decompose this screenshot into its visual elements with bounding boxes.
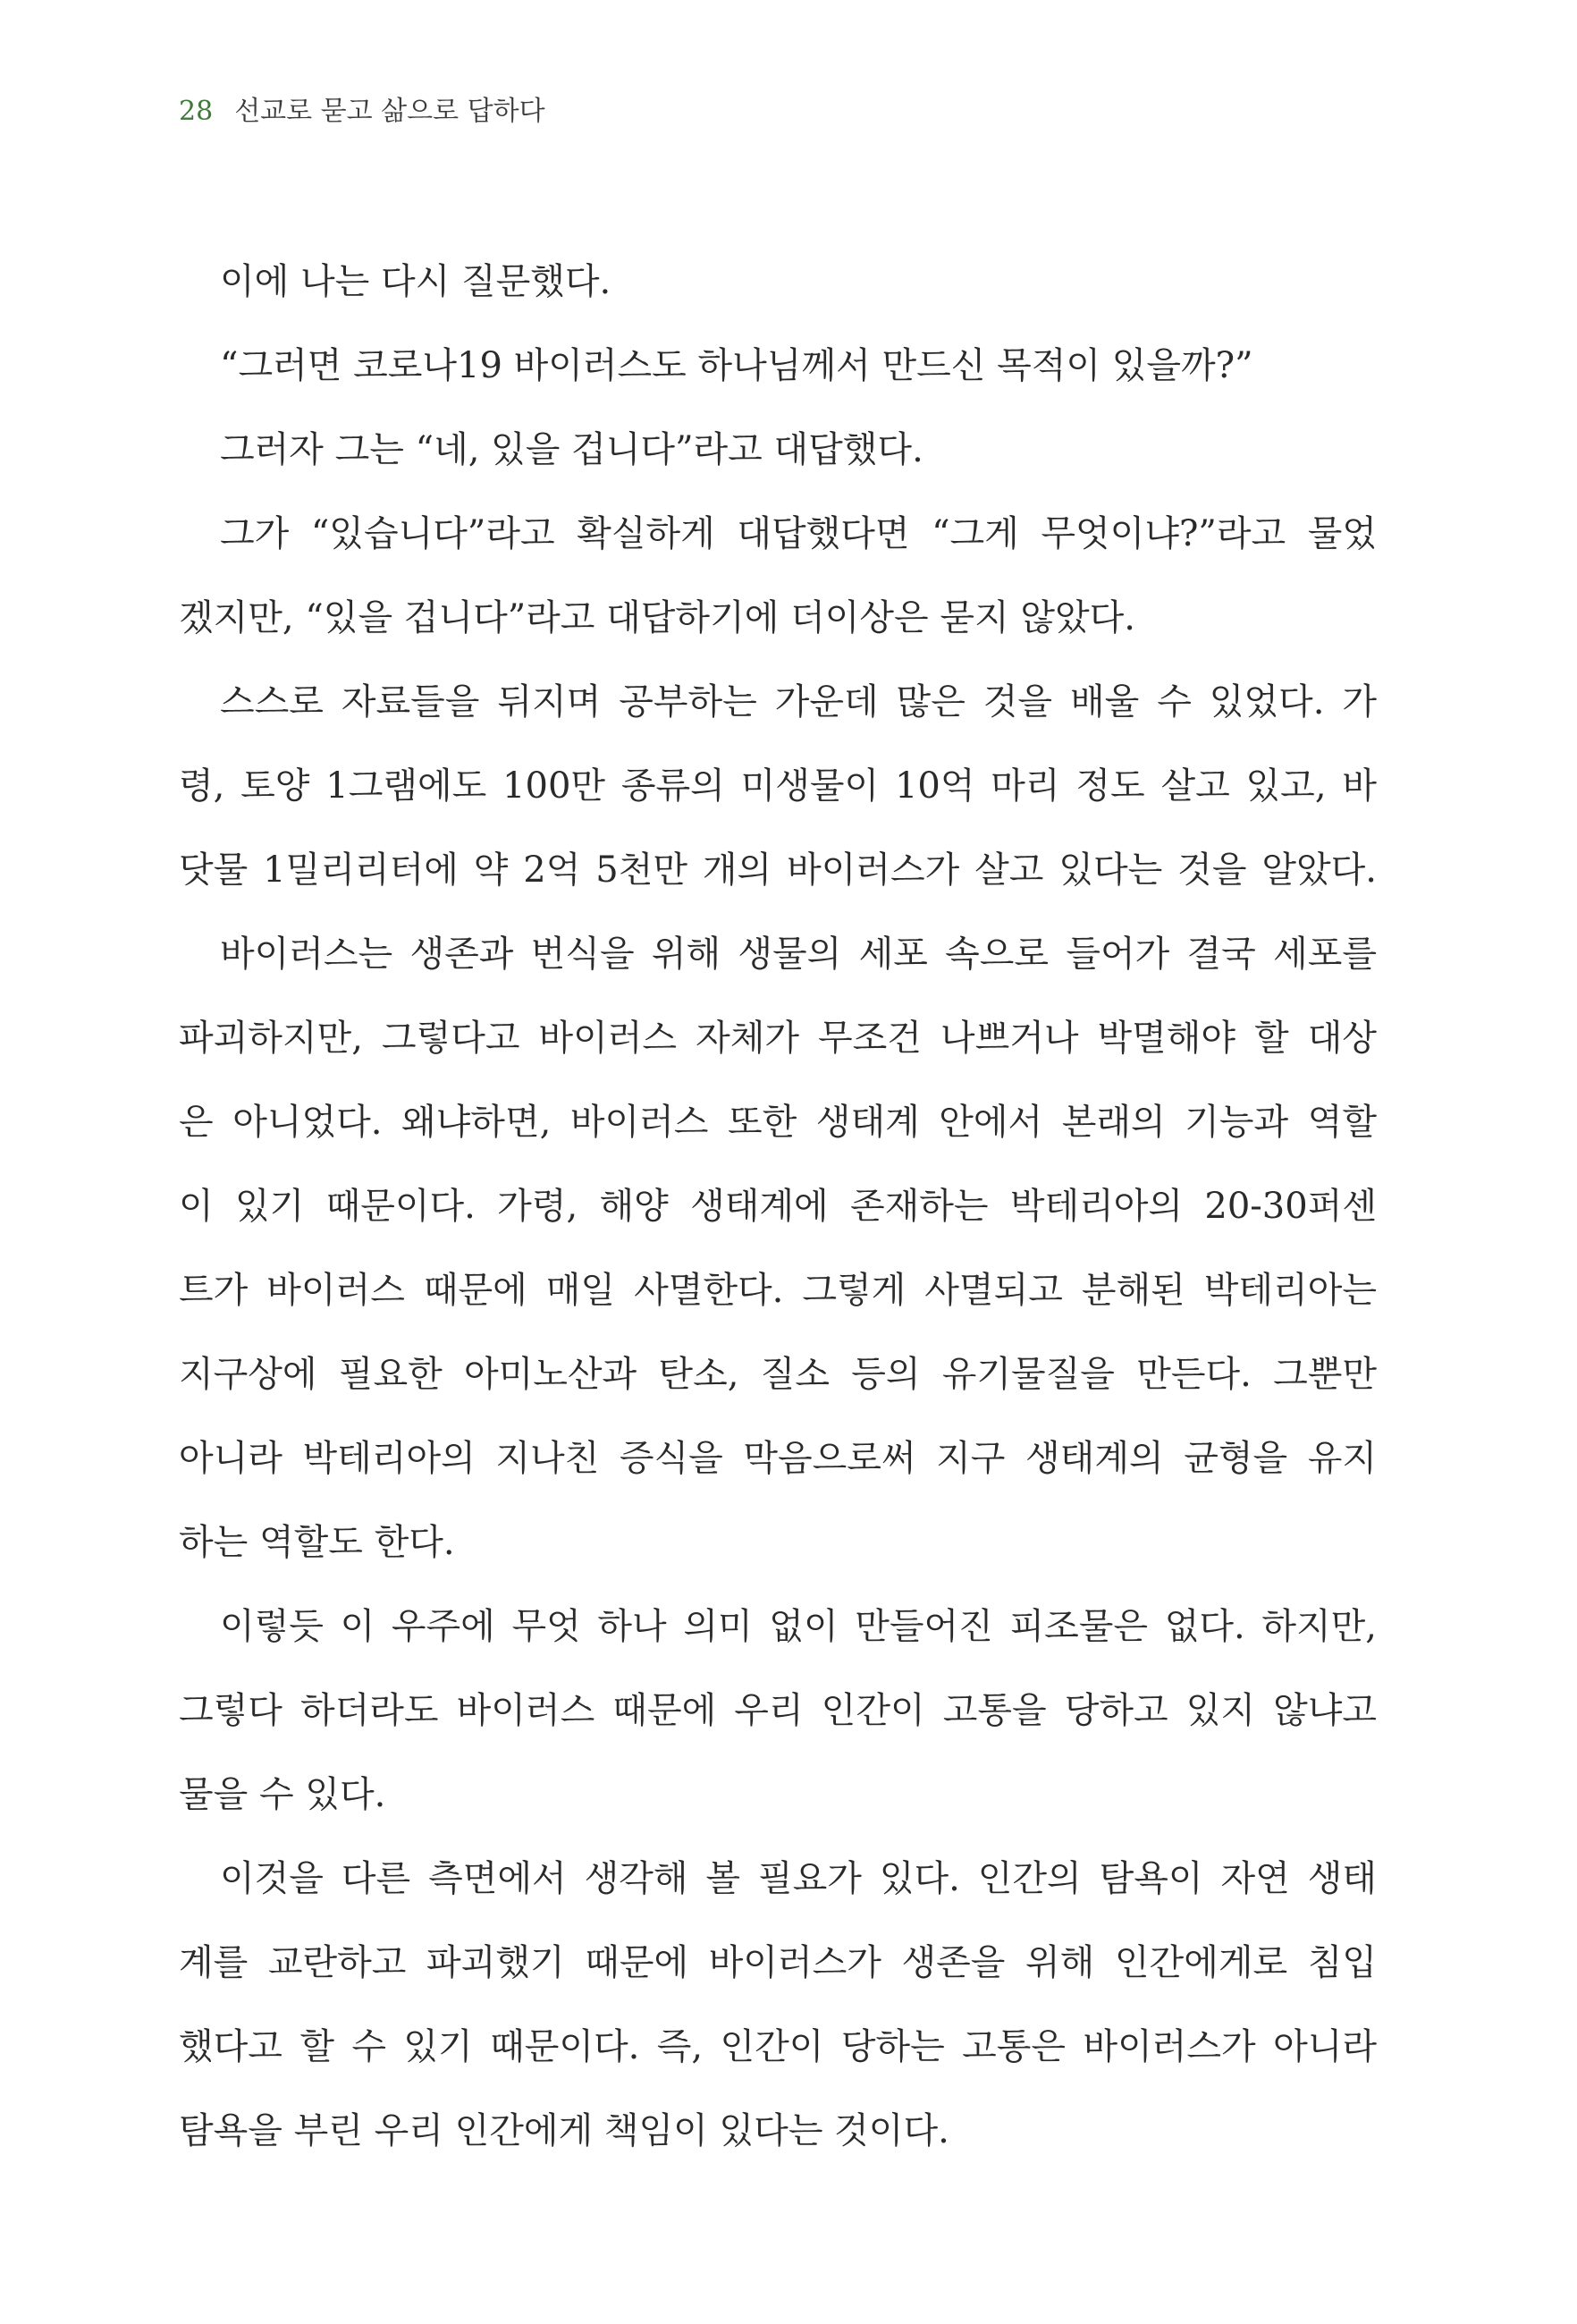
- paragraph-line: 스스로 자료들을 뒤지며 공부하는 가운데 많은 것을 배울 수 있었다. 가: [220, 681, 1377, 723]
- paragraph-line: 했다고 할 수 있기 때문이다. 즉, 인간이 당하는 고통은 바이러스가 아니라: [179, 2026, 1377, 2067]
- paragraph-line: 이에 나는 다시 질문했다.: [220, 261, 611, 302]
- paragraph-line: 이것을 다른 측면에서 생각해 볼 필요가 있다. 인간의 탐욕이 자연 생태: [220, 1858, 1377, 1899]
- paragraph-line: 그렇다 하더라도 바이러스 때문에 우리 인간이 고통을 당하고 있지 않냐고: [179, 1690, 1377, 1731]
- running-head: [179, 87, 545, 137]
- paragraph-line: 계를 교란하고 파괴했기 때문에 바이러스가 생존을 위해 인간에게로 침입: [179, 1942, 1377, 1983]
- paragraph-line: 물을 수 있다.: [179, 1774, 386, 1815]
- paragraph-line: 이 있기 때문이다. 가령, 해양 생태계에 존재하는 박테리아의 20-30퍼센: [179, 1186, 1377, 1227]
- paragraph-line: 그가 “있습니다”라고 확실하게 대답했다면 “그게 무엇이냐?”라고 물었: [220, 513, 1377, 554]
- paragraph-line: 그러자 그는 “네, 있을 겁니다”라고 대답했다.: [220, 429, 923, 470]
- paragraph-line: 이렇듯 이 우주에 무엇 하나 의미 없이 만들어진 피조물은 없다. 하지만,: [220, 1606, 1377, 1647]
- paragraph-line: 지구상에 필요한 아미노산과 탄소, 질소 등의 유기물질을 만든다. 그뿐만: [179, 1354, 1377, 1395]
- paragraph-line: 탐욕을 부린 우리 인간에게 책임이 있다는 것이다.: [179, 2110, 949, 2151]
- paragraph-line: 하는 역할도 한다.: [179, 1522, 455, 1563]
- page-number: 28: [179, 96, 214, 127]
- paragraph-line: 트가 바이러스 때문에 매일 사멸한다. 그렇게 사멸되고 분해된 박테리아는: [179, 1270, 1377, 1311]
- paragraph-line: 은 아니었다. 왜냐하면, 바이러스 또한 생태계 안에서 본래의 기능과 역할: [179, 1102, 1377, 1143]
- paragraph-line: 파괴하지만, 그렇다고 바이러스 자체가 무조건 나쁘거나 박멸해야 할 대상: [179, 1018, 1377, 1059]
- paragraph-line: 바이러스는 생존과 번식을 위해 생물의 세포 속으로 들어가 결국 세포를: [220, 934, 1377, 975]
- body-text: [179, 240, 1377, 2173]
- book-title: 선교로 묻고 삶으로 답하다: [234, 96, 545, 127]
- paragraph-line: “그러면 코로나19 바이러스도 하나님께서 만드신 목적이 있을까?”: [220, 345, 1253, 386]
- paragraph-line: 겠지만, “있을 겁니다”라고 대답하기에 더이상은 묻지 않았다.: [179, 597, 1135, 638]
- paragraph-line: 아니라 박테리아의 지나친 증식을 막음으로써 지구 생태계의 균형을 유지: [179, 1438, 1377, 1479]
- paragraph-line: 령, 토양 1그램에도 100만 종류의 미생물이 10억 마리 정도 살고 있고, 바: [179, 765, 1377, 807]
- paragraph-line: 닷물 1밀리리터에 약 2억 5천만 개의 바이러스가 살고 있다는 것을 알았다.: [179, 849, 1377, 891]
